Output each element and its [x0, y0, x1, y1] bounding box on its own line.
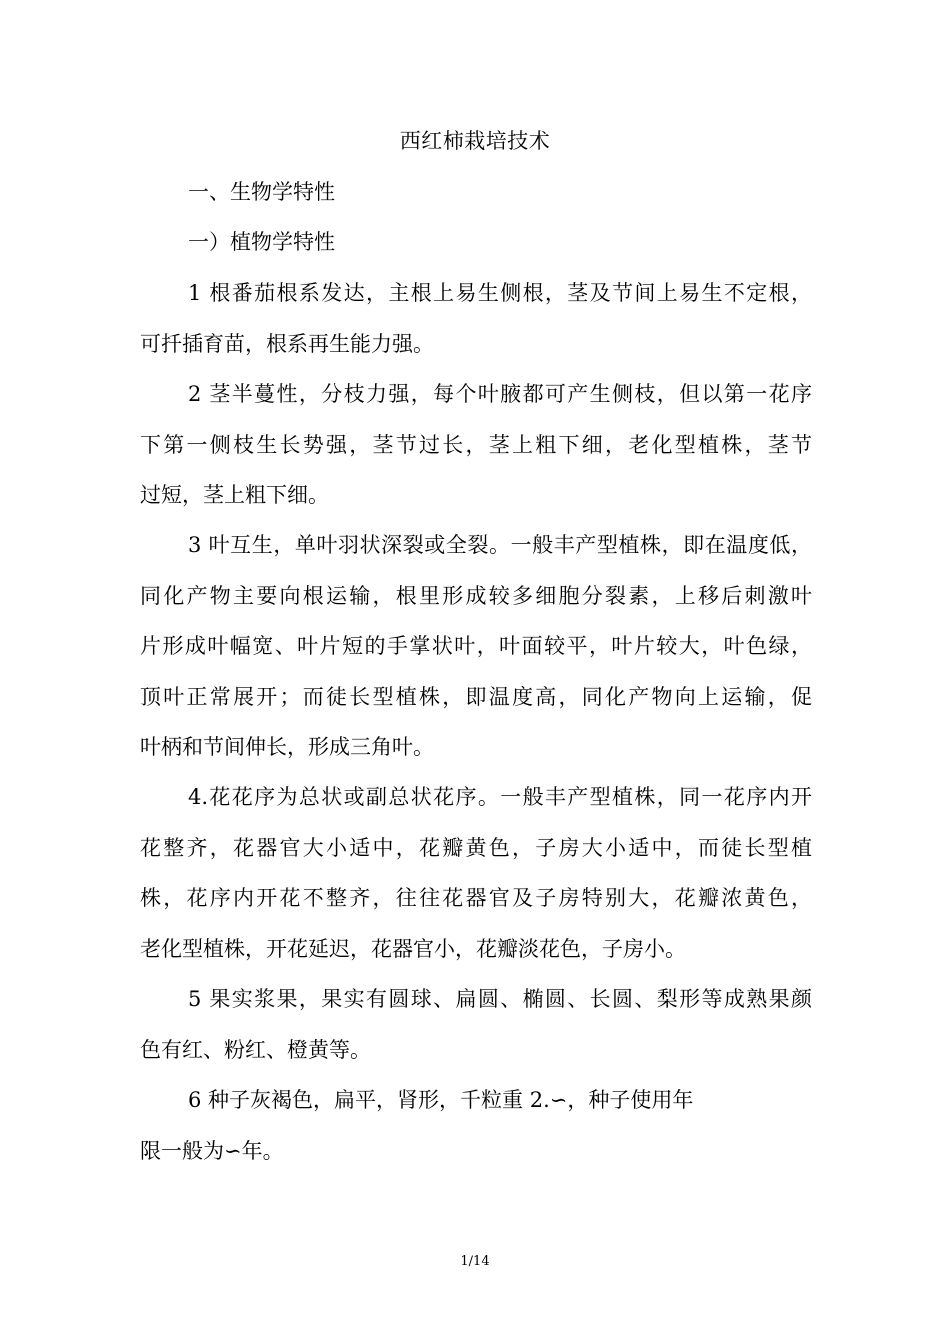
- paragraph-line: 片形成叶幅宽、叶片短的手掌状叶，叶面较平，叶片较大，叶色绿，: [140, 634, 812, 658]
- paragraph-line: 限一般为∽年。: [140, 1138, 284, 1163]
- paragraph-line: 3 叶互生，单叶羽状深裂或全裂。一般丰产型植株，即在温度低，: [188, 533, 812, 557]
- paragraph-3: [140, 520, 812, 773]
- paragraph-line: 叶柄和节间伸长，形成三角叶。: [140, 735, 434, 759]
- paragraph-1: [140, 268, 812, 369]
- paragraph-line: 2 茎半蔓性，分枝力强，每个叶腋都可产生侧枝，但以第一花序: [188, 382, 812, 406]
- paragraph-line: 同化产物主要向根运输，根里形成较多细胞分裂素，上移后刺激叶: [140, 583, 812, 608]
- paragraph-line: 株，花序内开花不整齐，往往花器官及子房特别大，花瓣浓黄色，: [140, 886, 812, 910]
- paragraph-line: 过短，茎上粗下细。: [140, 483, 329, 507]
- paragraph-line: 6 种子灰褐色，扁平，肾形，千粒重 2.∽，种子使用年: [188, 1088, 694, 1112]
- page-number: 1/14: [460, 1254, 490, 1269]
- paragraph-4: [140, 772, 812, 974]
- subsection-heading: 一）植物学特性: [188, 230, 335, 254]
- paragraph-6: [140, 1075, 812, 1176]
- paragraph-line: 1 根番茄根系发达，主根上易生侧根，茎及节间上易生不定根，: [188, 281, 812, 305]
- paragraph-5: [140, 974, 812, 1075]
- paragraph-line: 色有红、粉红、橙黄等。: [140, 1037, 371, 1062]
- paragraph-line: 5 果实浆果，果实有圆球、扁圆、椭圆、长圆、梨形等成熟果颜: [188, 987, 812, 1011]
- paragraph-line: 下第一侧枝生长势强，茎节过长，茎上粗下细，老化型植株，茎节: [140, 432, 812, 457]
- paragraph-line: 顶叶正常展开；而徒长型植株，即温度高，同化产物向上运输，促: [140, 684, 812, 709]
- paragraph-line: 4.花花序为总状或副总状花序。一般丰产型植株，同一花序内开: [188, 785, 812, 809]
- paragraph-2: [140, 369, 812, 521]
- paragraph-line: 花整齐，花器官大小适中，花瓣黄色，子房大小适中，而徒长型植: [140, 835, 812, 860]
- paragraph-line: 老化型植株，开花延迟，花器官小，花瓣淡花色，子房小。: [140, 936, 686, 961]
- paragraph-line: 可扦插育苗，根系再生能力强。: [140, 331, 434, 356]
- section-heading: 一、生物学特性: [188, 180, 335, 204]
- document-title: 西红柿栽培技术: [399, 129, 551, 153]
